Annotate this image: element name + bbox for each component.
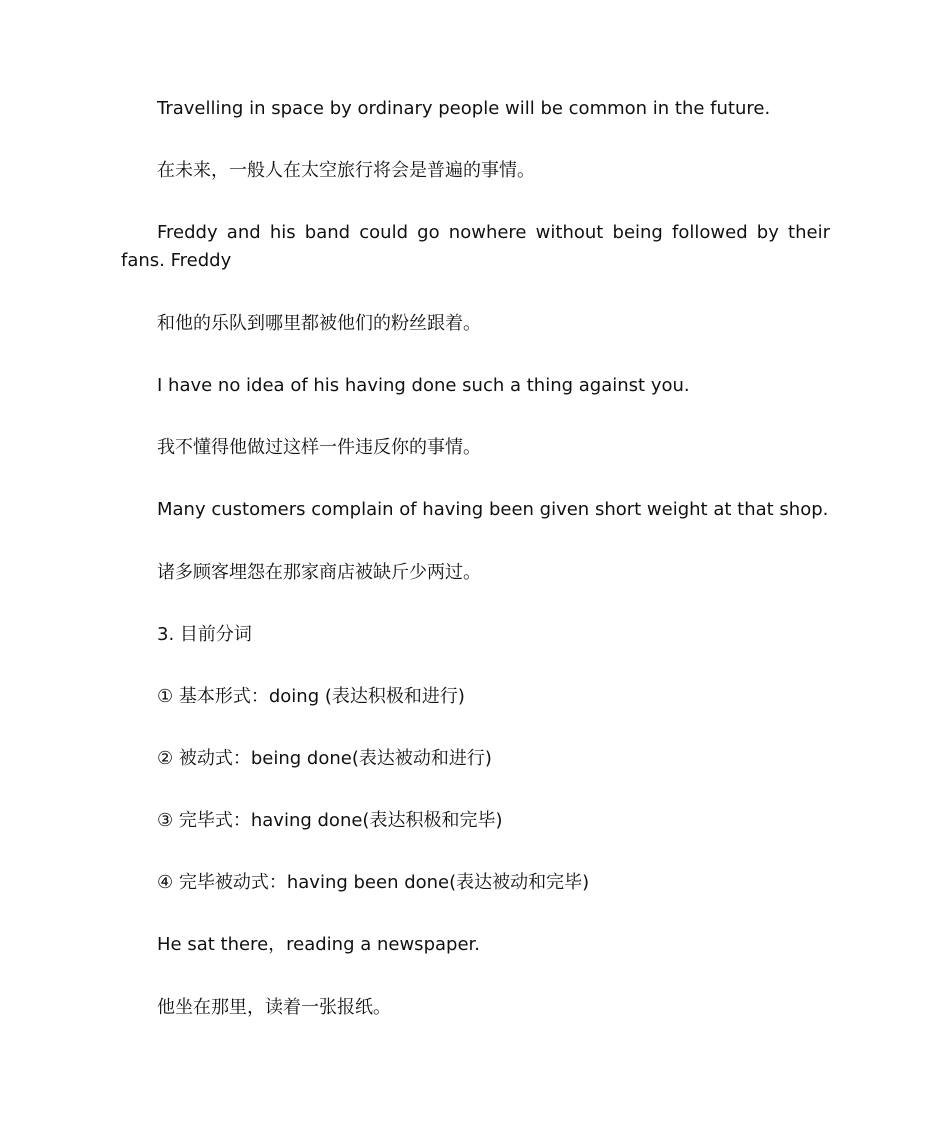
paragraph-chinese-2: 和他的乐队到哪里都被他们的粉丝跟着。 [157,313,481,334]
paragraph-chinese-5: 他坐在那里，读着一张报纸。 [157,997,391,1018]
form-item-basic: ① 基本形式：doing (表达积极和进行) [157,686,465,707]
form-item-passive: ② 被动式：being done(表达被动和进行) [157,748,492,769]
paragraph-english-4: Many customers complain of having been given short weight at that shop. [157,499,829,520]
paragraph-english-1: Travelling in space by ordinary people will be common in the future. [157,98,771,119]
paragraph-english-5: He sat there，reading a newspaper. [157,934,480,955]
paragraph-english-3: I have no idea of his having done such a thing against you. [157,375,690,396]
paragraph-english-2: Freddy and his band could go nowhere without being followed by their fans. Freddy [121,222,830,271]
section-heading: 3. 目前分词 [157,624,252,645]
form-item-perfect-passive: ④ 完毕被动式：having been done(表达被动和完毕) [157,872,590,893]
form-item-perfect: ③ 完毕式：having done(表达积极和完毕) [157,810,503,831]
paragraph-chinese-1: 在未来，一般人在太空旅行将会是普遍的事情。 [157,160,535,181]
paragraph-chinese-3: 我不懂得他做过这样一件违反你的事情。 [157,437,481,458]
paragraph-chinese-4: 诸多顾客埋怨在那家商店被缺斤少两过。 [157,562,481,583]
